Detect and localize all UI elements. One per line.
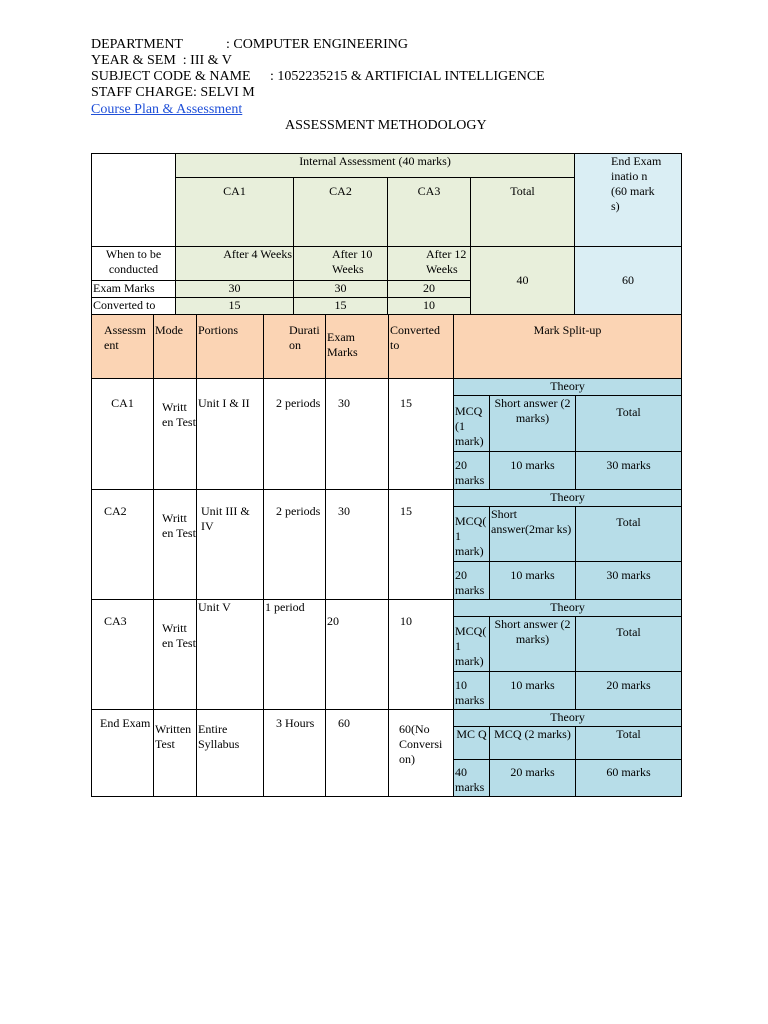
ca2-converted: 15 <box>389 490 454 600</box>
end-exam-marks: 60 <box>326 710 389 797</box>
ca2-mode: Writt en Test <box>154 490 197 600</box>
ca3-total-header: Total <box>576 617 682 672</box>
ca3-short-header: Short answer (2 marks) <box>490 617 576 672</box>
ca2-theory: Theory <box>454 490 682 507</box>
ca3-exam-marks: 20 <box>326 600 389 710</box>
subject-label: SUBJECT CODE & NAME <box>91 69 251 84</box>
end-short-value: 20 marks <box>490 760 576 797</box>
end-short-header: MCQ (2 marks) <box>490 727 576 760</box>
ca2-total-header: Total <box>576 507 682 562</box>
ca2-duration: 2 periods <box>264 490 326 600</box>
ca3-portions: Unit V <box>197 600 264 710</box>
ca2-mcq-value: 20 marks <box>454 562 490 600</box>
ca1-short-header: Short answer (2 marks) <box>490 396 576 452</box>
end-exam-header: End Exam inatio n (60 mark s) <box>575 154 682 247</box>
exam-marks-ca3: 20 <box>388 281 471 298</box>
col-ca2: CA2 <box>294 178 388 247</box>
ca2-short-header: Short answer(2mar ks) <box>490 507 576 562</box>
ca2-portions: Unit III & IV <box>197 490 264 600</box>
col-ca3: CA3 <box>388 178 471 247</box>
ca1-mcq-header: MCQ (1 mark) <box>454 396 490 452</box>
hdr-exam-marks: Exam Marks <box>326 315 389 379</box>
ca1-theory: Theory <box>454 379 682 396</box>
total-value: 40 <box>471 247 575 315</box>
ca1-portions: Unit I & II <box>197 379 264 490</box>
department-label: DEPARTMENT <box>91 37 183 52</box>
exam-marks-ca1: 30 <box>176 281 294 298</box>
internal-assessment-header: Internal Assessment (40 marks) <box>176 154 575 178</box>
end-theory: Theory <box>454 710 682 727</box>
ca1-total-value: 30 marks <box>576 452 682 490</box>
end-assessment: End Exam <box>92 710 154 797</box>
converted-ca3: 10 <box>388 298 471 315</box>
converted-ca1: 15 <box>176 298 294 315</box>
ca2-exam-marks: 30 <box>326 490 389 600</box>
ca3-short-value: 10 marks <box>490 672 576 710</box>
hdr-portions: Portions <box>197 315 264 379</box>
course-plan-link[interactable]: Course Plan & Assessment <box>91 102 243 117</box>
when-label: When to be conducted <box>92 247 176 281</box>
ca3-mcq-header: MCQ( 1 mark) <box>454 617 490 672</box>
internal-assessment-table <box>91 153 682 315</box>
ca3-duration: 1 period <box>264 600 326 710</box>
ca3-total-value: 20 marks <box>576 672 682 710</box>
when-ca1: After 4 Weeks <box>176 247 294 281</box>
ca3-mcq-value: 10 marks <box>454 672 490 710</box>
ca3-assessment: CA3 <box>92 600 154 710</box>
ca1-assessment: CA1 <box>92 379 154 490</box>
end-duration: 3 Hours <box>264 710 326 797</box>
end-mcq-header: MC Q <box>454 727 490 760</box>
department-value: : COMPUTER ENGINEERING <box>226 37 408 52</box>
hdr-converted: Converted to <box>389 315 454 379</box>
converted-label: Converted to <box>92 298 176 315</box>
ca1-mode: Writt en Test <box>154 379 197 490</box>
subject-line <box>91 69 545 85</box>
col-ca1: CA1 <box>176 178 294 247</box>
corner-cell <box>92 154 176 247</box>
ca1-converted: 15 <box>389 379 454 490</box>
end-total-value: 60 marks <box>576 760 682 797</box>
end-total-header: Total <box>576 727 682 760</box>
hdr-mode: Mode <box>154 315 197 379</box>
ca3-mode: Writt en Test <box>154 600 197 710</box>
staff-line: STAFF CHARGE: SELVI M <box>91 85 255 100</box>
end-converted: 60(No Conversi on) <box>389 710 454 797</box>
department-line <box>91 37 408 53</box>
converted-ca2: 15 <box>294 298 388 315</box>
ca1-duration: 2 periods <box>264 379 326 490</box>
ca3-converted: 10 <box>389 600 454 710</box>
ca1-total-header: Total <box>576 396 682 452</box>
col-total: Total <box>471 178 575 247</box>
when-ca2: After 10 Weeks <box>294 247 388 281</box>
ca1-exam-marks: 30 <box>326 379 389 490</box>
ca1-mcq-value: 20 marks <box>454 452 490 490</box>
exam-marks-label: Exam Marks <box>92 281 176 298</box>
end-mcq-value: 40 marks <box>454 760 490 797</box>
ca2-mcq-header: MCQ( 1 mark) <box>454 507 490 562</box>
ca2-total-value: 30 marks <box>576 562 682 600</box>
subject-value: : 1052235215 & ARTIFICIAL INTELLIGENCE <box>270 69 545 84</box>
ca3-theory: Theory <box>454 600 682 617</box>
end-mode: Written Test <box>154 710 197 797</box>
end-portions: Entire Syllabus <box>197 710 264 797</box>
page-title: ASSESSMENT METHODOLOGY <box>285 118 487 133</box>
hdr-assessment: Assessm ent <box>92 315 154 379</box>
when-ca3: After 12 Weeks <box>388 247 471 281</box>
mark-splitup-table <box>91 314 682 797</box>
ca2-assessment: CA2 <box>92 490 154 600</box>
exam-marks-ca2: 30 <box>294 281 388 298</box>
end-exam-value: 60 <box>575 247 682 315</box>
ca2-short-value: 10 marks <box>490 562 576 600</box>
hdr-mark-splitup: Mark Split-up <box>454 315 682 379</box>
ca1-short-value: 10 marks <box>490 452 576 490</box>
year-sem-line: YEAR & SEM : III & V <box>91 53 232 68</box>
hdr-duration: Durati on <box>264 315 326 379</box>
